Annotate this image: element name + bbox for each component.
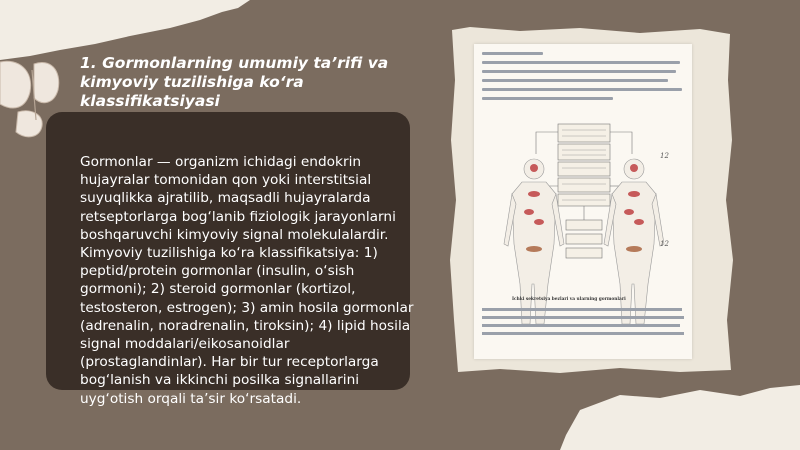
document-mark: 12 [660, 240, 669, 248]
endocrine-diagram [474, 44, 692, 359]
document-mark: 12 [660, 152, 669, 160]
document-caption: Ichki sekretsiya bezlari va ularning gormonlari [512, 297, 626, 302]
document-page [474, 44, 692, 359]
slide-title: 1. Gormonlarning umumiy ta’rifi va kimyoviy tuzilishiga ko‘ra klassifikatsiyasi [80, 54, 389, 110]
slide-body-text: Gormonlar — organizm ichidagi endokrin hujayralar tomonidan qon yoki interstitsial suyuqlikka ajratilib, maqsadli hujayralarda retseptorlarga bog‘lanib fiziologik jarayonlarni boshqaruvchi kimyoviy signal molekulalardir. Kimyoviy tuzilishiga ko‘ra klassifikatsiya: 1) peptid/protein gormonlar (insulin, o‘sish gormoni); 2) steroid gormonlar (kortizol, testosteron, estrogen); 3) amin hosila gormonlar (adrenalin, noradrenalin, tiroksin); 4) lipid hosila signal moddalari/eikosanoidlar (prostaglandinlar). Har bir tur receptorlarga bog‘lanish va ikkinchi posilka signallarini uyg‘otish orqali ta’sir ko‘rsatadi. [80, 154, 414, 407]
